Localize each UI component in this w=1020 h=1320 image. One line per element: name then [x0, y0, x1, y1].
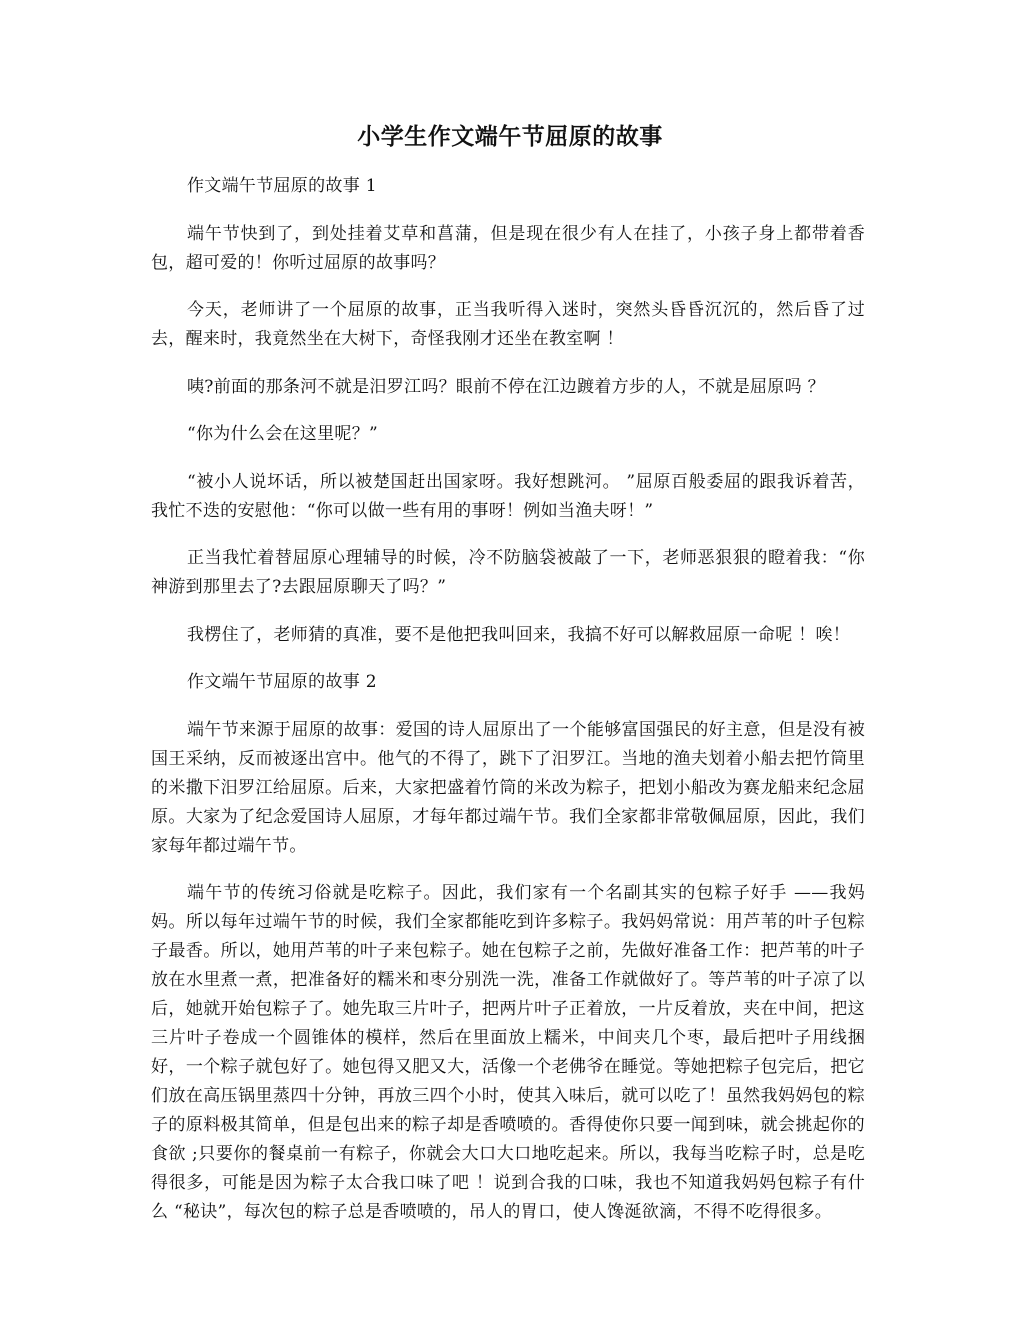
document-title: 小学生作文端午节屈原的故事 — [357, 123, 663, 150]
paragraph: 咦?前面的那条河不就是汨罗江吗？眼前不停在江边踱着方步的人，不就是屈原吗 ？ — [187, 376, 825, 397]
paragraph: “被小人说坏话，所以被楚国赶出国家呀。我好想跳河。 ”屈原百般委屈的跟我诉着苦，我忙不迭的安慰他：“你可以做一些有用的事呀！例如当渔夫呀！” — [151, 471, 865, 521]
paragraph: 端午节快到了，到处挂着艾草和菖蒲，但是现在很少有人在挂了，小孩子身上都带着香包，超可爱的！你听过屈原的故事吗？ — [151, 223, 865, 273]
document-body — [151, 172, 865, 1246]
paragraph: 正当我忙着替屈原心理辅导的时候，冷不防脑袋被敲了一下，老师恶狠狠的瞪着我：“你神游到那里去了?去跟屈原聊天了吗？” — [151, 548, 865, 597]
paragraph: 端午节来源于屈原的故事：爱国的诗人屈原出了一个能够富国强民的好主意，但是没有被国王采纳，反而被逐出宫中。他气的不得了，跳下了汨罗江。当地的渔夫划着小船去把竹筒里的米撒下汨罗江给屈原。后来，大家把盛着竹筒的米改为粽子，把划小船改为赛龙船来纪念屈原。大家为了纪念爱国诗人屈原，才每年都过端午节。我们全家都非常敬佩屈原，因此，我们家每年都过端午节。 — [151, 719, 865, 856]
section-heading-1: 作文端午节屈原的故事 1 — [187, 176, 377, 196]
paragraph: 今天，老师讲了一个屈原的故事，正当我听得入迷时，突然头昏昏沉沉的，然后昏了过去，醒来时，我竟然坐在大树下，奇怪我刚才还坐在教室啊 ！ — [151, 300, 865, 349]
section-heading-2: 作文端午节屈原的故事 2 — [187, 672, 377, 692]
paragraph: 端午节的传统习俗就是吃粽子。因此，我们家有一个名副其实的包粽子好手 ——我妈妈。所以每年过端午节的时候，我们全家都能吃到许多粽子。我妈妈常说：用芦苇的叶子包粽子最香。所以，她用芦苇的叶子来包粽子。她在包粽子之前，先做好准备工作：把芦苇的叶子放在水里煮一煮，把准备好的糯米和枣分别洗一洗，准备工作就做好了。等芦苇的叶子凉了以后，她就开始包粽子了。她先取三片叶子，把两片叶子正着放，一片反着放，夹在中间，把这三片叶子卷成一个圆锥体的模样，然后在里面放上糯米，中间夹几个枣，最后把叶子用线捆好，一个粽子就包好了。她包得又肥又大，活像一个老佛爷在睡觉。等她把粽子包完后，把它们放在高压锅里蒸四十分钟，再放三四个小时，使其入味后，就可以吃了！虽然我妈妈包的粽子的原料极其简单，但是包出来的粽子却是香喷喷的。香得使你只要一闻到味，就会挑起你的食欲 ;只要你的餐桌前一有粽子，你就会大口大口地吃起来。所以，我每当吃粽子时，总是吃得很多，可能是因为粽子太合我口味了吧 ！说到合我的口味，我也不知道我妈妈包粽子有什么 “秘诀”，每次包的粽子总是香喷喷的，吊人的胃口，使人馋涎欲滴，不得不吃得很多。 — [151, 883, 865, 1222]
paragraph: “你为什么会在这里呢？” — [187, 424, 378, 444]
paragraph: 我楞住了，老师猜的真准，要不是他把我叫回来，我搞不好可以解救屈原一命呢 ！唉！ — [187, 624, 851, 645]
